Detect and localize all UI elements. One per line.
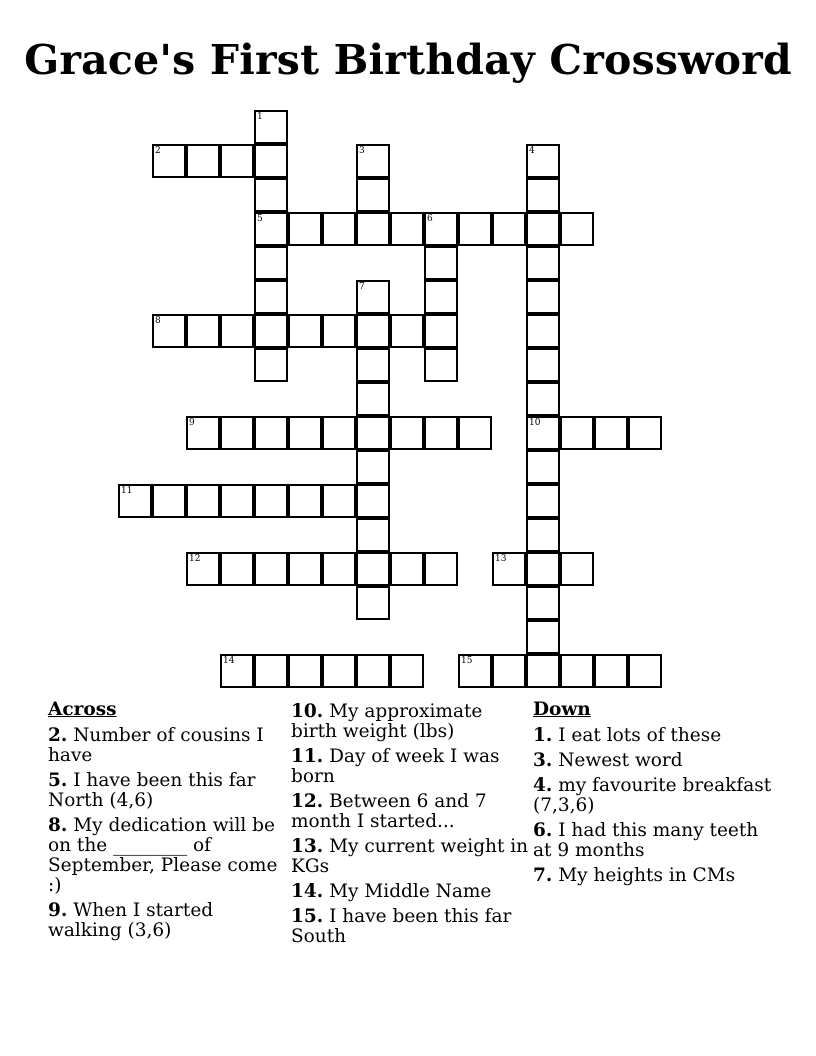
- grid-cell[interactable]: [526, 382, 560, 416]
- grid-cell[interactable]: [424, 280, 458, 314]
- grid-cell[interactable]: [254, 178, 288, 212]
- grid-cell[interactable]: [356, 314, 390, 348]
- grid-cell[interactable]: [492, 654, 526, 688]
- grid-cell[interactable]: [424, 314, 458, 348]
- grid-cell[interactable]: [526, 450, 560, 484]
- clue-text: Number of cousins I have: [48, 725, 264, 766]
- clue-number: 1: [257, 112, 263, 122]
- clue-text: My current weight in KGs: [291, 836, 529, 877]
- page-title: Grace's First Birthday Crossword: [24, 36, 792, 84]
- grid-cell[interactable]: [356, 518, 390, 552]
- grid-cell[interactable]: [220, 552, 254, 586]
- grid-cell[interactable]: [254, 314, 288, 348]
- clue-number: 14.: [291, 881, 324, 902]
- grid-cell[interactable]: [186, 314, 220, 348]
- grid-cell[interactable]: [220, 484, 254, 518]
- grid-cell[interactable]: [356, 348, 390, 382]
- grid-cell[interactable]: [254, 484, 288, 518]
- grid-cell-11[interactable]: [118, 484, 152, 518]
- grid-cell[interactable]: [356, 382, 390, 416]
- clue-number: 15: [461, 656, 473, 666]
- grid-cell-5[interactable]: [254, 212, 288, 246]
- grid-cell-13[interactable]: [492, 552, 526, 586]
- clue-number: 11: [121, 486, 133, 496]
- clue-number: 15.: [291, 906, 324, 927]
- grid-cell[interactable]: [594, 654, 628, 688]
- grid-cell[interactable]: [356, 416, 390, 450]
- clue-text: My approximate birth weight (lbs): [291, 701, 483, 742]
- grid-cell-4[interactable]: [526, 144, 560, 178]
- grid-cell-12[interactable]: [186, 552, 220, 586]
- grid-cell[interactable]: [424, 246, 458, 280]
- grid-cell[interactable]: [322, 552, 356, 586]
- clue: [291, 882, 531, 902]
- down-clues-column: [533, 700, 773, 891]
- grid-cell[interactable]: [186, 144, 220, 178]
- grid-cell[interactable]: [356, 484, 390, 518]
- down-heading: Down: [533, 699, 591, 720]
- grid-cell[interactable]: [424, 416, 458, 450]
- clue-text: I had this many teeth at 9 months: [533, 820, 759, 861]
- grid-cell[interactable]: [220, 416, 254, 450]
- grid-cell[interactable]: [322, 416, 356, 450]
- clue-number: 2.: [48, 725, 68, 746]
- clue: [291, 837, 531, 877]
- grid-cell-7[interactable]: [356, 280, 390, 314]
- grid-cell-2[interactable]: [152, 144, 186, 178]
- clue-number: 9: [189, 418, 195, 428]
- clue: [291, 907, 531, 947]
- grid-cell[interactable]: [628, 654, 662, 688]
- grid-cell[interactable]: [254, 552, 288, 586]
- grid-cell-9[interactable]: [186, 416, 220, 450]
- grid-cell[interactable]: [322, 314, 356, 348]
- grid-cell[interactable]: [458, 212, 492, 246]
- clue-number: 4: [529, 146, 535, 156]
- grid-cell[interactable]: [288, 314, 322, 348]
- clue: [291, 702, 531, 742]
- grid-cell[interactable]: [322, 654, 356, 688]
- grid-cell[interactable]: [594, 416, 628, 450]
- grid-cell[interactable]: [322, 212, 356, 246]
- grid-cell[interactable]: [526, 518, 560, 552]
- grid-cell[interactable]: [526, 178, 560, 212]
- grid-cell[interactable]: [356, 586, 390, 620]
- clue-number: 13.: [291, 836, 324, 857]
- grid-cell[interactable]: [526, 620, 560, 654]
- grid-cell[interactable]: [288, 484, 322, 518]
- clue-number: 8: [155, 316, 161, 326]
- grid-cell[interactable]: [390, 654, 424, 688]
- clue-number: 7.: [533, 865, 553, 886]
- clue-text: my favourite breakfast (7,3,6): [533, 775, 772, 816]
- grid-cell[interactable]: [424, 552, 458, 586]
- grid-cell[interactable]: [254, 280, 288, 314]
- clue: [533, 726, 773, 746]
- clue-number: 10: [529, 418, 541, 428]
- clue-text: Newest word: [558, 750, 683, 771]
- grid-cell[interactable]: [254, 246, 288, 280]
- grid-cell-3[interactable]: [356, 144, 390, 178]
- grid-cell[interactable]: [220, 314, 254, 348]
- clue: [291, 747, 531, 787]
- grid-cell[interactable]: [526, 552, 560, 586]
- grid-cell[interactable]: [526, 586, 560, 620]
- grid-cell[interactable]: [254, 348, 288, 382]
- grid-cell[interactable]: [390, 552, 424, 586]
- clue-number: 12.: [291, 791, 324, 812]
- grid-cell[interactable]: [152, 484, 186, 518]
- grid-cell[interactable]: [390, 416, 424, 450]
- clue-number: 6: [427, 214, 433, 224]
- grid-cell[interactable]: [254, 144, 288, 178]
- clue-number: 9.: [48, 900, 68, 921]
- clue-number: 6.: [533, 820, 553, 841]
- grid-cell-14[interactable]: [220, 654, 254, 688]
- grid-cell[interactable]: [390, 314, 424, 348]
- clue-text: Day of week I was born: [291, 746, 500, 787]
- clue: [533, 821, 773, 861]
- clue-number: 3: [359, 146, 365, 156]
- clue-text: My heights in CMs: [558, 865, 736, 886]
- across-clues-column-1: [48, 700, 288, 946]
- clue: [48, 816, 288, 896]
- grid-cell[interactable]: [356, 450, 390, 484]
- clue-number: 13: [495, 554, 507, 564]
- grid-cell[interactable]: [628, 416, 662, 450]
- grid-cell[interactable]: [254, 654, 288, 688]
- across-clues-column-2: [291, 702, 531, 952]
- clue-number: 8.: [48, 815, 68, 836]
- grid-cell[interactable]: [526, 654, 560, 688]
- clue-number: 5.: [48, 770, 68, 791]
- grid-cell-6[interactable]: [424, 212, 458, 246]
- grid-cell[interactable]: [288, 212, 322, 246]
- grid-cell[interactable]: [526, 484, 560, 518]
- across-heading: Across: [48, 699, 117, 720]
- grid-cell[interactable]: [356, 552, 390, 586]
- clue: [533, 866, 773, 886]
- grid-cell[interactable]: [288, 654, 322, 688]
- clue-number: 3.: [533, 750, 553, 771]
- clue: [48, 726, 288, 766]
- clue: [48, 901, 288, 941]
- clue-text: Between 6 and 7 month I started...: [291, 791, 487, 832]
- clue: [291, 792, 531, 832]
- grid-cell[interactable]: [390, 212, 424, 246]
- grid-cell[interactable]: [288, 552, 322, 586]
- grid-cell[interactable]: [492, 212, 526, 246]
- clue-number: 10.: [291, 701, 324, 722]
- grid-cell-10[interactable]: [526, 416, 560, 450]
- clue-number: 2: [155, 146, 161, 156]
- grid-cell[interactable]: [458, 416, 492, 450]
- grid-cell[interactable]: [254, 416, 288, 450]
- grid-cell-8[interactable]: [152, 314, 186, 348]
- clue-number: 7: [359, 282, 365, 292]
- clue-number: 12: [189, 554, 201, 564]
- grid-cell[interactable]: [356, 654, 390, 688]
- grid-cell[interactable]: [288, 416, 322, 450]
- grid-cell[interactable]: [560, 416, 594, 450]
- clue-number: 4.: [533, 775, 553, 796]
- grid-cell[interactable]: [526, 246, 560, 280]
- grid-cell[interactable]: [186, 484, 220, 518]
- grid-cell[interactable]: [526, 212, 560, 246]
- clue: [533, 751, 773, 771]
- clue-number: 14: [223, 656, 235, 666]
- grid-cell[interactable]: [560, 552, 594, 586]
- clue-text: My Middle Name: [329, 881, 492, 902]
- clue-text: I eat lots of these: [558, 725, 722, 746]
- clue: [48, 771, 288, 811]
- grid-cell[interactable]: [424, 348, 458, 382]
- clue-text: My dedication will be on the ________ of September, Please come :): [48, 815, 278, 896]
- clue-text: I have been this far North (4,6): [48, 770, 256, 811]
- grid-cell[interactable]: [356, 178, 390, 212]
- grid-cell[interactable]: [560, 654, 594, 688]
- clue-number: 11.: [291, 746, 324, 767]
- clue: [533, 776, 773, 816]
- grid-cell[interactable]: [356, 212, 390, 246]
- grid-cell-15[interactable]: [458, 654, 492, 688]
- grid-cell[interactable]: [526, 348, 560, 382]
- grid-cell[interactable]: [322, 484, 356, 518]
- grid-cell[interactable]: [526, 280, 560, 314]
- grid-cell[interactable]: [220, 144, 254, 178]
- clue-text: I have been this far South: [291, 906, 512, 947]
- grid-cell[interactable]: [560, 212, 594, 246]
- clue-number: 5: [257, 214, 263, 224]
- clue-number: 1.: [533, 725, 553, 746]
- grid-cell-1[interactable]: [254, 110, 288, 144]
- grid-cell[interactable]: [526, 314, 560, 348]
- clue-text: When I started walking (3,6): [48, 900, 214, 941]
